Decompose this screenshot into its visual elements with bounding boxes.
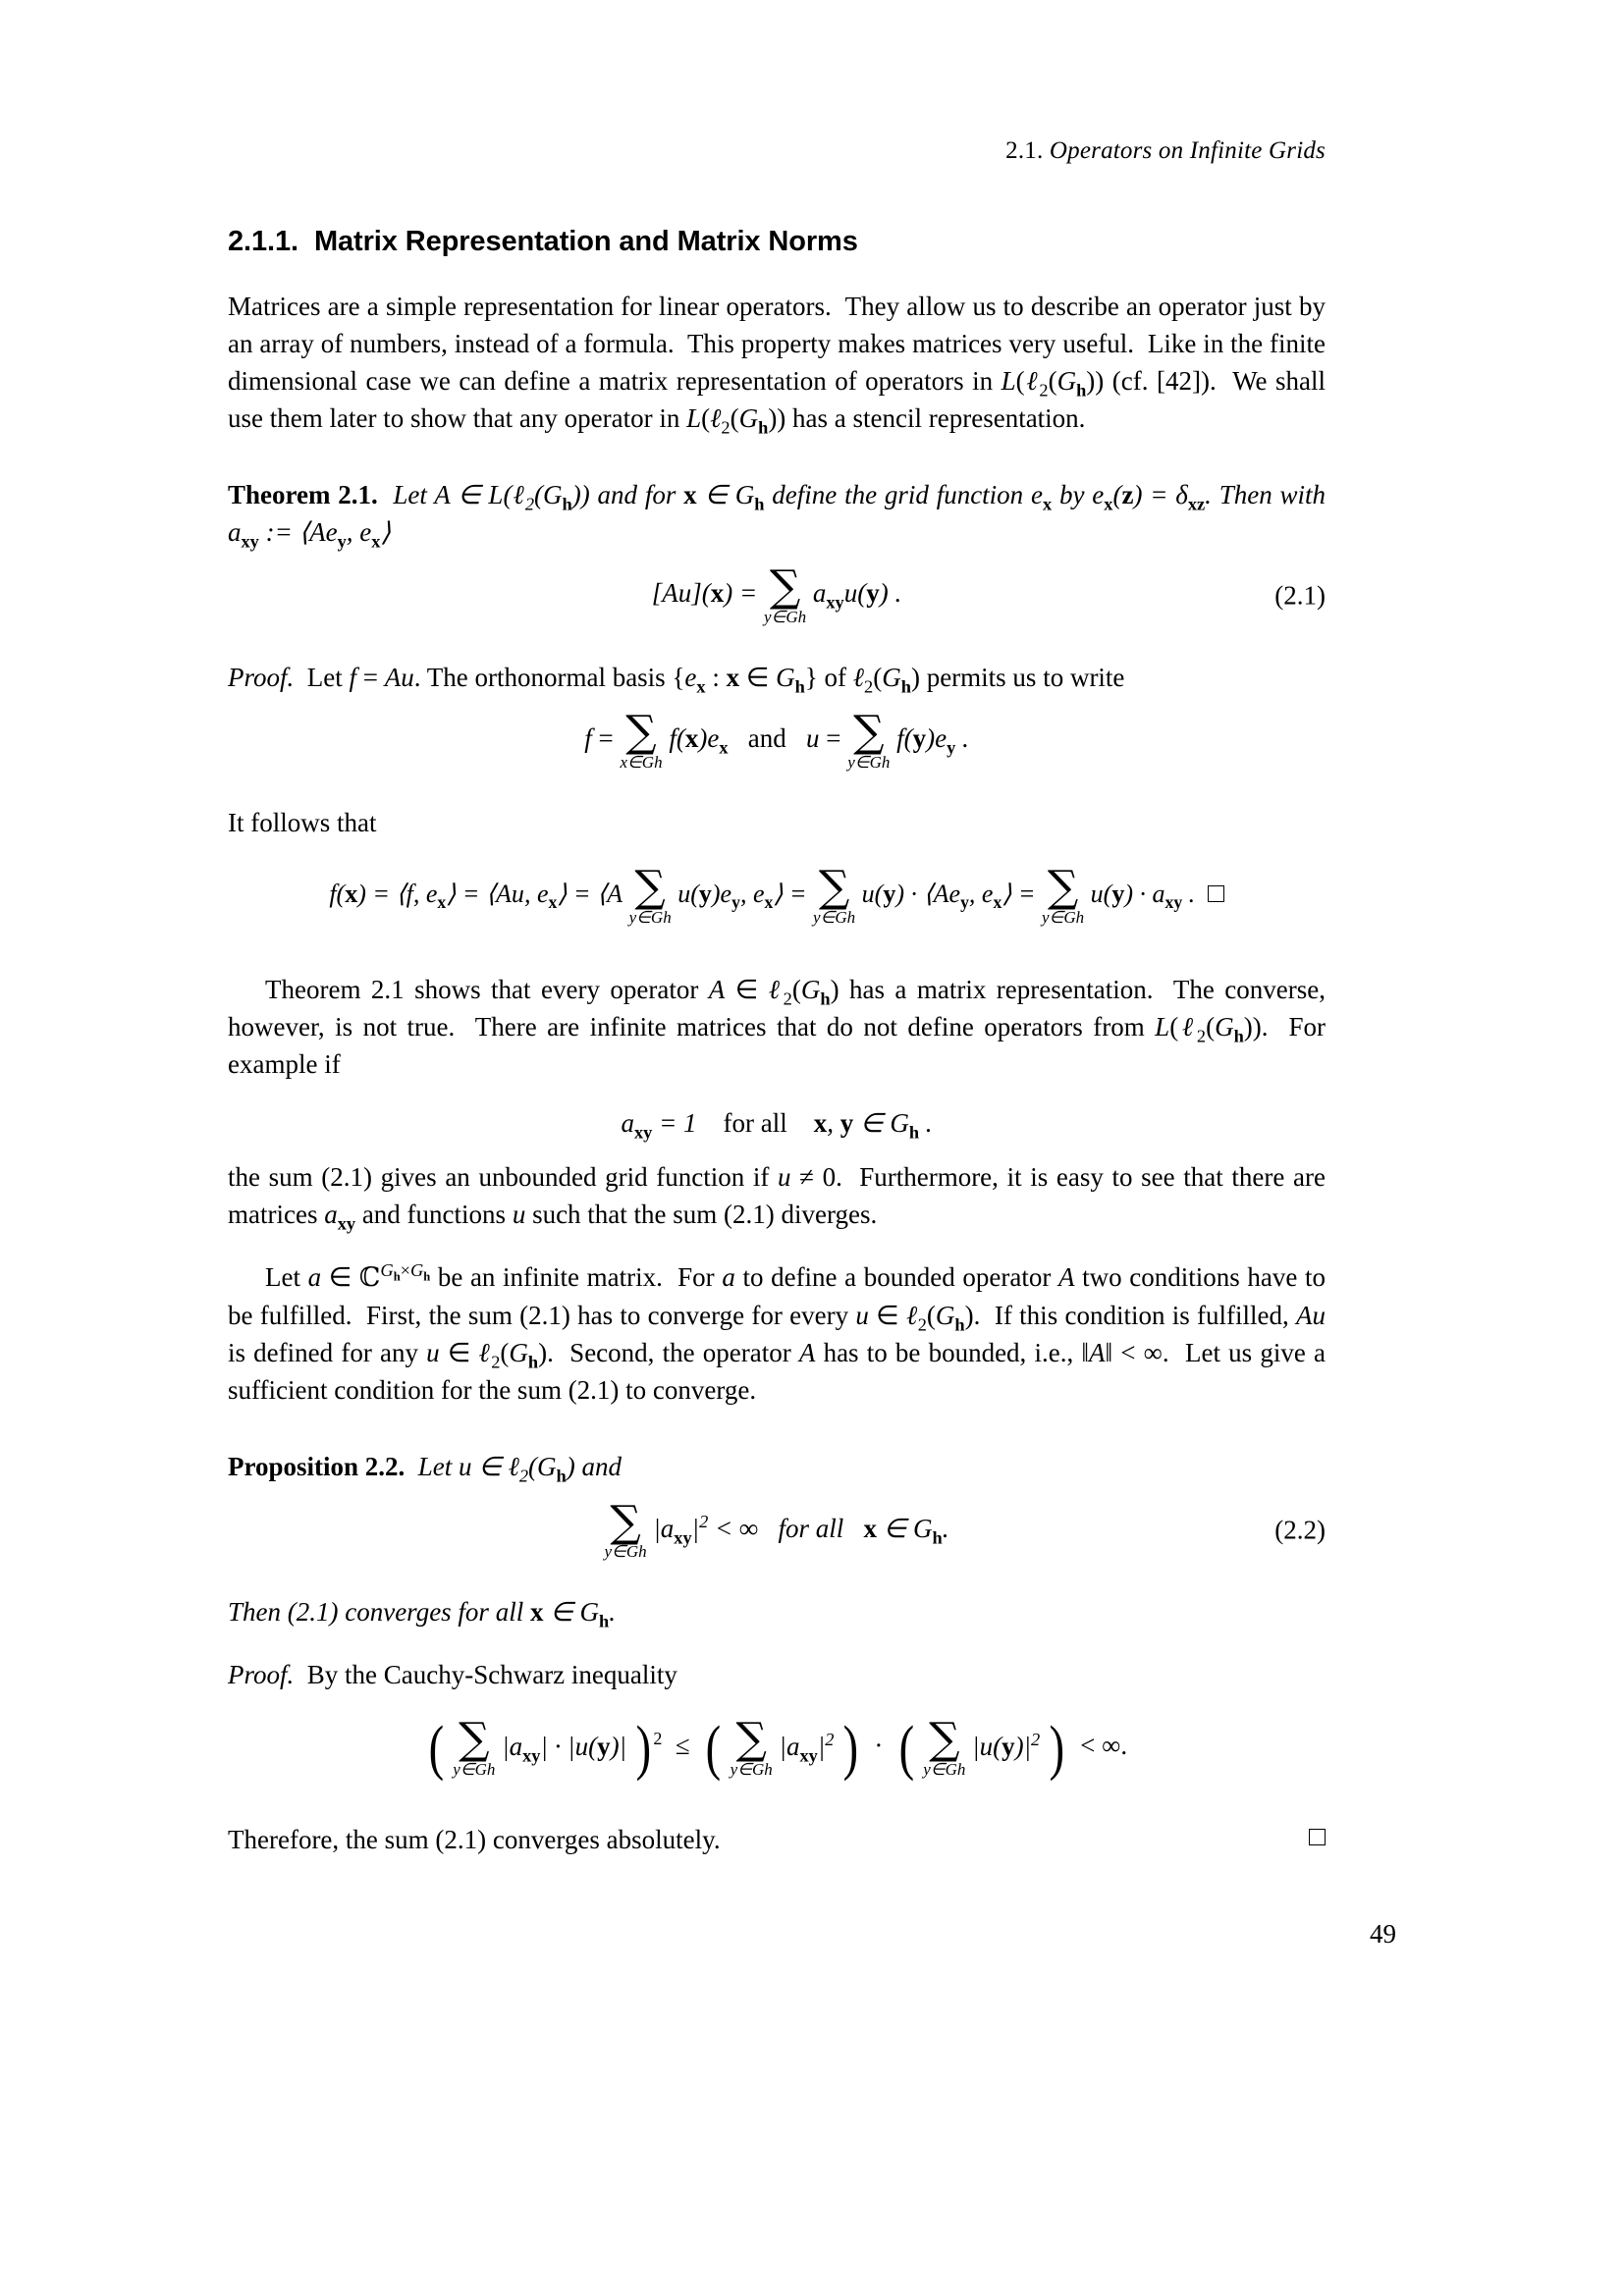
proposition-22-statement: Proposition 2.2. Let u ∈ $\ell_2(G_h)$ and bbox=[228, 1452, 622, 1486]
qed-box-final bbox=[1309, 1829, 1326, 1845]
summation-symbol: ∑ y∈Gh bbox=[628, 862, 672, 927]
theorem-21-statement: Theorem 2.1. Let A ∈ $L(\ell_2(G_h))$ and for x ∈ $G_h$ define the grid function $e_x$ by $e_x(z) = \delta_{xz}$. Then with $a_{xy}$ := $⟨Ae_y$, $e_x⟩$ bbox=[228, 480, 1326, 552]
summation-symbol: ∑ y∈Gh bbox=[453, 1714, 496, 1780]
summation-symbol: ∑ y∈Gh bbox=[763, 561, 807, 627]
equation-2-1 bbox=[228, 561, 1326, 627]
paragraph-intro: Matrices are a simple representation for linear operators. They allow us to describe an operator just by an array of numbers, instead of a formula. This property makes matrices very useful. Like in the finite dimensional case we can define a matrix representation of operators in $L(\ell_2(G_h))$ (cf. [42]). We shall use them later to show that any operator in $L(\ell_2(G_h))$ has a stencil representation. bbox=[228, 292, 1326, 438]
summation-symbol: ∑ y∈Gh bbox=[604, 1496, 647, 1562]
section-heading bbox=[228, 226, 1326, 258]
theorem-label: Theorem 2.1. bbox=[228, 480, 378, 510]
paragraph-then-converges: Then (2.1) converges for all x ∈ $G_h$. bbox=[228, 1597, 616, 1631]
eq22-number: (2.2) bbox=[1274, 1515, 1326, 1545]
eq22-limit: y∈Gh bbox=[604, 1542, 647, 1562]
section-title-text: Matrix Representation and Matrix Norms bbox=[313, 226, 858, 257]
paragraph-proof-cauchy: Proof. By the Cauchy-Schwarz inequality bbox=[228, 1660, 677, 1690]
eq-expand-u-body: $f(y)e_y$ . bbox=[896, 723, 969, 758]
equation-chain: f(x) = ⟨f, $e_x⟩$ = ⟨Au, $e_x⟩$ = ⟨A ∑ y∈Gh $u(y)e_y$, $e_x⟩$ = ∑ y∈Gh $u(y) \cdot ⟨Ae_y$, $e_x⟩$ = ∑ y∈Gh $u(y) \cdot a_{xy}$ . bbox=[228, 867, 1326, 926]
proof-theorem-21: Proof. Let f = Au. The orthonormal basis {$e_x$ : x ∈ $G_h$} of $\ell_2(G_h)$ permits us to write bbox=[228, 663, 1125, 697]
eq22-forall: for all bbox=[778, 1513, 844, 1543]
running-head-number: 2.1. bbox=[1005, 137, 1044, 164]
paragraph-after-theorem: Theorem 2.1 shows that every operator A ∈ $\ell_2(G_h)$ has a matrix representation. The converse, however, is not true. There are infinite matrices that do not define operators from $L(\ell_2(G_h))$. For example if bbox=[228, 974, 1326, 1080]
equation-2-2: ∑ y∈Gh $|a_{xy}|^2$ < ∞ for all x ∈ $G_h$. (2.2) bbox=[604, 1496, 1326, 1562]
eq-expand-and: and bbox=[747, 723, 786, 754]
running-head-title: Operators on Infinite Grids bbox=[1049, 137, 1326, 164]
equation-expansion: f = ∑ x∈Gh $f(x)e_x$ and u = ∑ y∈Gh $f(y)e_y$ . bbox=[584, 707, 969, 773]
paragraph-it-follows: It follows that bbox=[228, 808, 377, 838]
equation-cauchy-schwarz: ( ∑ y∈Gh $|a_{xy}| \cdot |u(y)|$ ) $^2$ ≤ ( ∑ y∈Gh $|a_{xy}|^2$ ) · ( ∑ y∈Gh $|u(y)|^2$ ) < ∞. bbox=[428, 1714, 1128, 1782]
running-head bbox=[228, 137, 1326, 165]
qed-box bbox=[1208, 885, 1224, 902]
eq21-sum-limit: y∈Gh bbox=[763, 608, 807, 627]
summation-symbol: ∑ y∈Gh bbox=[1042, 862, 1085, 927]
section-number: 2.1.1. bbox=[228, 226, 298, 257]
summation-symbol: ∑ y∈Gh bbox=[923, 1714, 966, 1780]
eq-expand-f-body: $f(x)e_x$ bbox=[669, 723, 729, 758]
proposition-label: Proposition 2.2. bbox=[228, 1452, 406, 1482]
sum-limit-x: x∈Gh bbox=[620, 753, 663, 773]
eq21-lhs: [Au](x) = bbox=[651, 578, 758, 609]
sum-limit-y: y∈Gh bbox=[847, 753, 891, 773]
paragraph-therefore: Therefore, the sum (2.1) converges absolutely. bbox=[228, 1825, 721, 1855]
summation-symbol: ∑ y∈Gh bbox=[813, 862, 856, 927]
eq21-rhs: $a_{xy}u(y)$ . bbox=[812, 578, 902, 613]
page-content bbox=[228, 137, 1326, 1858]
page-number: 49 bbox=[1370, 1919, 1396, 1949]
equation-axy-one: $a_{xy} = 1$ for all x, y ∈ $G_h$ . bbox=[621, 1108, 933, 1143]
summation-symbol: ∑ x∈Gh bbox=[620, 707, 663, 773]
summation-symbol: ∑ y∈Gh bbox=[847, 707, 891, 773]
eq-axy-forall: for all bbox=[723, 1108, 787, 1139]
eq21-number: (2.1) bbox=[1274, 580, 1326, 611]
summation-symbol: ∑ y∈Gh bbox=[730, 1714, 773, 1780]
paragraph-sum-unbounded: the sum (2.1) gives an unbounded grid function if u ≠ 0. Furthermore, it is easy to see that there are matrices $a_{xy}$ and functions u such that the sum (2.1) diverges. bbox=[228, 1162, 1326, 1234]
proof-label: Proof. bbox=[228, 663, 295, 693]
paragraph-let-a: Let a ∈ ℂ$^{G_h\times G_h}$ be an infinite matrix. For a to define a bounded operator A two conditions have to be fulfilled. First, the sum (2.1) has to converge for every u ∈ $\ell_2(G_h)$. If this condition is fulfilled, Au is defined for any u ∈ $\ell_2(G_h)$. Second, the operator A has to be bounded, i.e., ‖A‖ < ∞. Let us give a sufficient condition for the sum (2.1) to converge. bbox=[228, 1260, 1326, 1406]
